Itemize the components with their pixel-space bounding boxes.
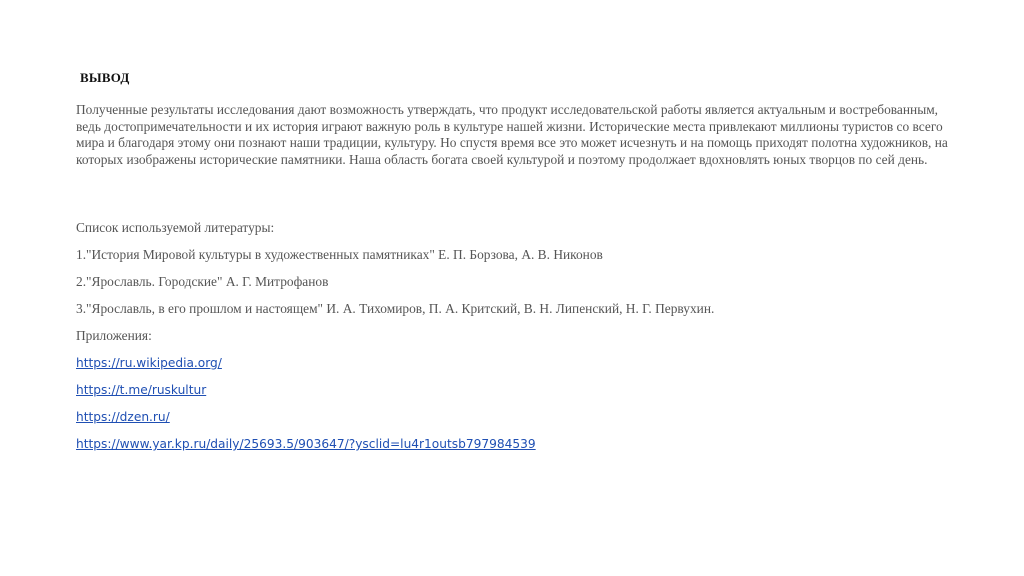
appendix-links xyxy=(76,355,536,463)
references-title: Список используемой литературы: xyxy=(76,220,275,235)
conclusion-paragraph: Полученные результаты исследования дают возможность утверждать, что продукт исследовательской работы является актуальным и востребованным, ведь достопримечательности и их история играют важную роль в культуре нашей жизни. Исторические места привлекают миллионы туристов со всего мира и благодаря этому они познают наши традиции, культуру. Но спустя время все это может исчезнуть и на помощь приходят полотна художников, на которых изображены исторические памятники. Наша область богата своей культурой и поэтому продолжает вдохновлять юных творцов по сей день. xyxy=(76,102,948,167)
link-row-4 xyxy=(76,436,536,463)
link-dzen[interactable]: https://dzen.ru/ xyxy=(76,410,170,424)
appendix-title: Приложения: xyxy=(76,328,152,343)
link-row-1 xyxy=(76,355,536,382)
link-telegram[interactable]: https://t.me/ruskultur xyxy=(76,383,207,397)
references-section xyxy=(76,219,956,354)
reference-item-2: 2."Ярославль. Городские" А. Г. Митрофанов xyxy=(76,274,329,289)
link-row-2 xyxy=(76,382,536,409)
slide-heading: ВЫВОД xyxy=(80,70,130,85)
reference-item-1: 1."История Мировой культуры в художественных памятниках" Е. П. Борзова, А. В. Никонов xyxy=(76,247,603,262)
reference-item-3: 3."Ярославль, в его прошлом и настоящем" И. А. Тихомиров, П. А. Критский, В. Н. Липенский, Н. Г. Первухин. xyxy=(76,301,715,316)
link-yar-kp[interactable]: https://www.yar.kp.ru/daily/25693.5/903647/?ysclid=lu4r1outsb797984539 xyxy=(76,437,536,451)
link-wikipedia[interactable]: https://ru.wikipedia.org/ xyxy=(76,356,222,370)
link-row-3 xyxy=(76,409,536,436)
